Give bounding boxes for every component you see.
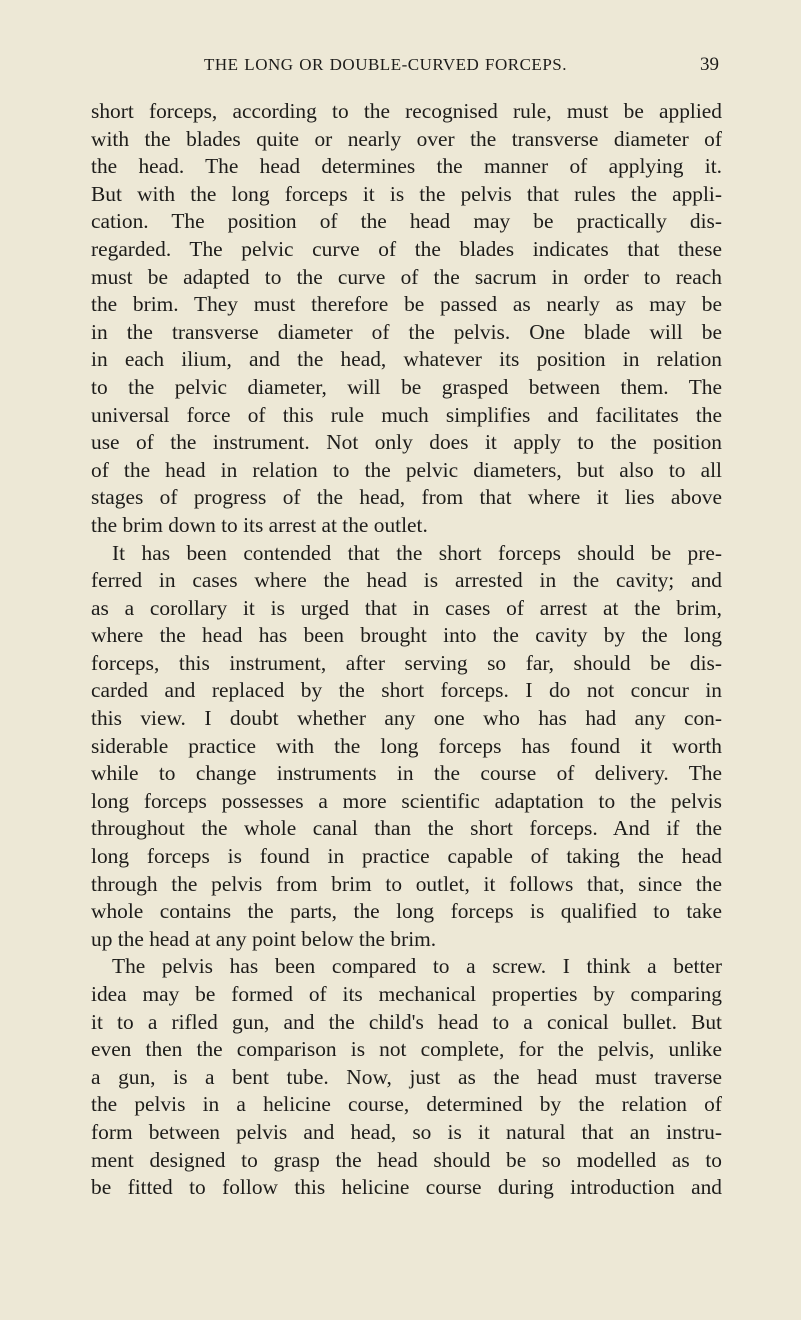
- text-line: up the head at any point below the brim.: [91, 926, 437, 951]
- text-line: whole contains the parts, the long forceps is qualified to take: [91, 899, 722, 924]
- text-line: But with the long forceps it is the pelvis that rules the appli-: [91, 181, 722, 206]
- text-line: siderable practice with the long forceps has found it worth: [91, 733, 722, 758]
- text-line: through the pelvis from brim to outlet, it follows that, since the: [91, 871, 722, 896]
- text-line: the pelvis in a helicine course, determined by the relation of: [91, 1092, 722, 1117]
- text-line: stages of progress of the head, from that where it lies above: [91, 485, 722, 510]
- text-line: throughout the whole canal than the short forceps. And if the: [91, 816, 722, 841]
- text-line: universal force of this rule much simplifies and facilitates the: [91, 402, 722, 427]
- text-line: this view. I doubt whether any one who has had any con-: [91, 706, 722, 731]
- text-line: The pelvis has been compared to a screw. I think a better: [112, 954, 722, 979]
- page-number: 39: [700, 54, 719, 75]
- text-line: must be adapted to the curve of the sacrum in order to reach: [91, 264, 722, 289]
- text-line: be fitted to follow this helicine course during introduction and: [91, 1175, 722, 1200]
- text-line: the brim. They must therefore be passed as nearly as may be: [91, 292, 722, 317]
- text-line: while to change instruments in the course of delivery. The: [91, 761, 722, 786]
- text-line: as a corollary it is urged that in cases of arrest at the brim,: [91, 595, 722, 620]
- text-line: form between pelvis and head, so is it natural that an instru-: [91, 1119, 722, 1144]
- text-line: of the head in relation to the pelvic diameters, but also to all: [91, 457, 722, 482]
- text-line: ferred in cases where the head is arrested in the cavity; and: [91, 568, 722, 593]
- text-line: It has been contended that the short forceps should be pre-: [112, 540, 722, 565]
- text-line: in the transverse diameter of the pelvis. One blade will be: [91, 319, 722, 344]
- text-line: with the blades quite or nearly over the transverse diameter of: [91, 126, 722, 151]
- text-line: regarded. The pelvic curve of the blades indicates that these: [91, 236, 722, 261]
- text-line: long forceps is found in practice capable of taking the head: [91, 844, 722, 869]
- text-line: the brim down to its arrest at the outlet.: [91, 512, 428, 537]
- text-line: it to a rifled gun, and the child's head to a conical bullet. But: [91, 1009, 722, 1034]
- text-line: long forceps possesses a more scientific adaptation to the pelvis: [91, 788, 722, 813]
- text-line: in each ilium, and the head, whatever its position in relation: [91, 347, 722, 372]
- text-line: where the head has been brought into the cavity by the long: [91, 623, 722, 648]
- body-text: [91, 98, 722, 1202]
- text-line: to the pelvic diameter, will be grasped between them. The: [91, 374, 722, 399]
- text-line: use of the instrument. Not only does it apply to the position: [91, 430, 722, 455]
- running-head: [92, 55, 719, 83]
- text-line: even then the comparison is not complete, for the pelvis, unlike: [91, 1037, 722, 1062]
- text-line: carded and replaced by the short forceps. I do not concur in: [91, 678, 722, 703]
- text-line: forceps, this instrument, after serving so far, should be dis-: [91, 650, 722, 675]
- text-line: the head. The head determines the manner of applying it.: [91, 154, 722, 179]
- running-title: THE LONG OR DOUBLE-CURVED FORCEPS.: [204, 55, 567, 74]
- text-line: cation. The position of the head may be practically dis-: [91, 209, 722, 234]
- text-line: idea may be formed of its mechanical properties by comparing: [91, 982, 722, 1006]
- text-line: a gun, is a bent tube. Now, just as the head must traverse: [91, 1064, 722, 1089]
- text-line: ment designed to grasp the head should be so modelled as to: [91, 1147, 722, 1172]
- text-line: short forceps, according to the recognised rule, must be applied: [91, 99, 722, 123]
